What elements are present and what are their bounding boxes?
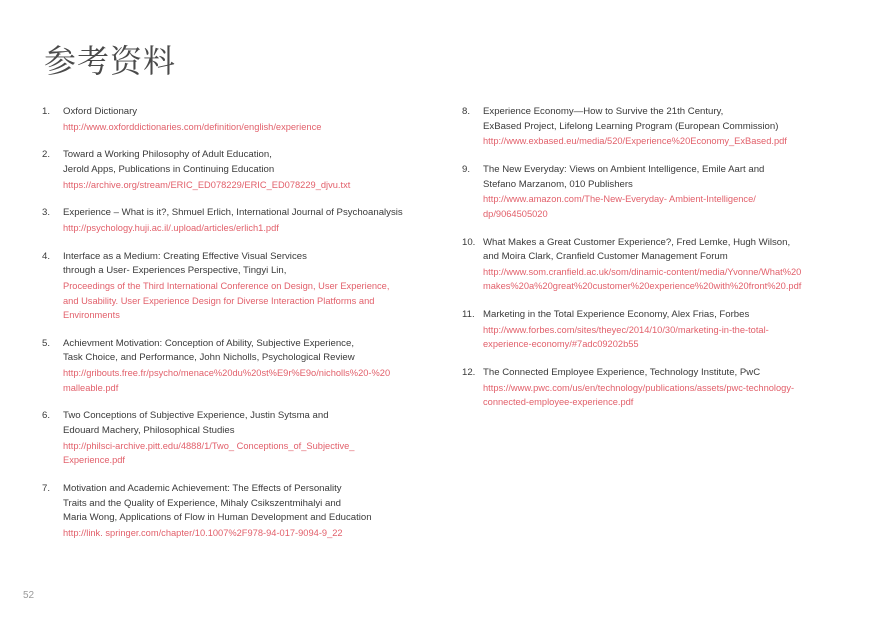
reference-link[interactable]: Environments	[63, 310, 120, 321]
reference-link[interactable]: http://philsci-archive.pitt.edu/4888/1/Two_ Conceptions_of_Subjective_	[63, 440, 355, 451]
reference-item	[42, 482, 422, 540]
reference-item	[42, 148, 422, 192]
reference-number: 6.	[42, 410, 51, 422]
reference-link[interactable]: http://link. springer.com/chapter/10.1007%2F978-94-017-9094-9_22	[63, 527, 343, 538]
reference-citation-line: Toward a Working Philosophy of Adult Education,	[63, 149, 272, 161]
reference-number: 3.	[42, 207, 51, 219]
reference-number: 8.	[462, 106, 471, 117]
reference-citation-line: Edouard Machery, Philosophical Studies	[63, 425, 235, 437]
reference-citation-line: Task Choice, and Performance, John Nicholls, Psychological Review	[63, 352, 355, 364]
reference-item	[42, 337, 422, 395]
reference-item	[462, 308, 862, 352]
reference-number: 12.	[462, 367, 476, 379]
reference-number: 9.	[462, 163, 471, 175]
reference-citation-line: The Connected Employee Experience, Technology Institute, PwC	[483, 367, 761, 379]
reference-citation-line: Oxford Dictionary	[63, 106, 138, 117]
reference-link[interactable]: http://www.amazon.com/The-New-Everyday- Ambient-Intelligence/	[483, 194, 756, 205]
reference-citation-line: Jerold Apps, Publications in Continuing Education	[63, 163, 275, 175]
reference-item	[462, 366, 862, 410]
reference-link[interactable]: makes%20a%20great%20customer%20experience%20with%20front%20.pdf	[483, 281, 802, 292]
reference-link[interactable]: http://www.exbased.eu/media/520/Experience%20Economy_ExBased.pdf	[483, 136, 787, 147]
reference-citation-line: What Makes a Great Customer Experience?, Fred Lemke, Hugh Wilson,	[483, 236, 791, 248]
reference-number: 7.	[42, 483, 51, 494]
reference-body	[63, 482, 422, 540]
reference-body	[63, 148, 422, 192]
reference-body	[483, 105, 862, 149]
reference-link[interactable]: dp/9064505020	[483, 208, 548, 219]
reference-item	[42, 206, 422, 235]
reference-citation-line: Experience Economy—How to Survive the 21th Century,	[483, 106, 724, 117]
reference-link[interactable]: connected-employee-experience.pdf	[483, 397, 634, 408]
reference-body	[63, 409, 422, 467]
page-number: 52	[23, 590, 35, 601]
reference-link[interactable]: http://www.oxforddictionaries.com/definition/english/experience	[63, 121, 322, 132]
reference-citation-line: Maria Wong, Applications of Flow in Human Development and Education	[63, 512, 372, 524]
reference-body	[63, 250, 422, 323]
reference-item	[42, 105, 422, 134]
reference-number: 5.	[42, 337, 51, 349]
reference-citation-line: and Moira Clark, Cranfield Customer Management Forum	[483, 251, 728, 263]
reference-number: 2.	[42, 149, 51, 161]
reference-citation-line: The New Everyday: Views on Ambient Intelligence, Emile Aart and	[483, 163, 765, 175]
reference-number: 4.	[42, 250, 51, 262]
page-title: 参考资料	[44, 42, 177, 80]
reference-link[interactable]: http://www.forbes.com/sites/theyec/2014/10/30/marketing-in-the-total-	[483, 324, 769, 335]
references-column-right	[462, 105, 862, 424]
reference-number: 11.	[462, 309, 475, 321]
reference-body	[63, 105, 422, 134]
reference-citation-line: Achievment Motivation: Conception of Ability, Subjective Experience,	[63, 337, 354, 349]
reference-item	[462, 236, 862, 294]
reference-citation-line: Interface as a Medium: Creating Effective Visual Services	[63, 250, 307, 262]
reference-body	[63, 206, 422, 235]
reference-link[interactable]: Proceedings of the Third International Conference on Design, User Experience,	[63, 280, 390, 291]
reference-link[interactable]: http://www.som.cranfield.ac.uk/som/dinamic-content/media/Yvonne/What%20	[483, 266, 802, 277]
reference-citation-line: Traits and the Quality of Experience, Mihaly Csikszentmihalyi and	[63, 497, 341, 509]
reference-body	[483, 163, 862, 221]
reference-item	[462, 163, 862, 221]
reference-body	[483, 308, 862, 352]
reference-link[interactable]: Experience.pdf	[63, 455, 126, 466]
reference-number: 1.	[42, 106, 51, 117]
reference-citation-line: Two Conceptions of Subjective Experience, Justin Sytsma and	[63, 410, 329, 422]
reference-number: 10.	[462, 236, 476, 248]
reference-citation-line: ExBased Project, Lifelong Learning Program (European Commission)	[483, 120, 779, 132]
reference-body	[483, 236, 862, 294]
reference-citation-line: Stefano Marzanom, 010 Publishers	[483, 178, 633, 190]
reference-link[interactable]: experience-economy/#7adc09202b55	[483, 339, 639, 350]
reference-link[interactable]: http://gribouts.free.fr/psycho/menace%20du%20st%E9r%E9o/nicholls%20-%20	[63, 368, 391, 379]
reference-item	[42, 250, 422, 323]
reference-link[interactable]: malleable.pdf	[63, 382, 119, 393]
reference-link[interactable]: and Usability. User Experience Design for Diverse Interaction Platforms and	[63, 295, 375, 306]
reference-link[interactable]: http://psychology.huji.ac.il/.upload/articles/erlich1.pdf	[63, 222, 279, 233]
reference-item	[462, 105, 862, 149]
reference-citation-line: through a User- Experiences Perspective, Tingyi Lin,	[63, 265, 287, 277]
reference-citation-line: Experience – What is it?, Shmuel Erlich, International Journal of Psychoanalysis	[63, 207, 403, 219]
reference-citation-line: Marketing in the Total Experience Economy, Alex Frias, Forbes	[483, 309, 750, 321]
reference-link[interactable]: https://archive.org/stream/ERIC_ED078229/ERIC_ED078229_djvu.txt	[63, 179, 351, 190]
reference-body	[483, 366, 862, 410]
reference-link[interactable]: https://www.pwc.com/us/en/technology/publications/assets/pwc-technology-	[483, 382, 795, 393]
reference-body	[63, 337, 422, 395]
reference-item	[42, 409, 422, 467]
references-column-left	[42, 105, 422, 555]
reference-citation-line: Motivation and Academic Achievement: The Effects of Personality	[63, 483, 342, 494]
